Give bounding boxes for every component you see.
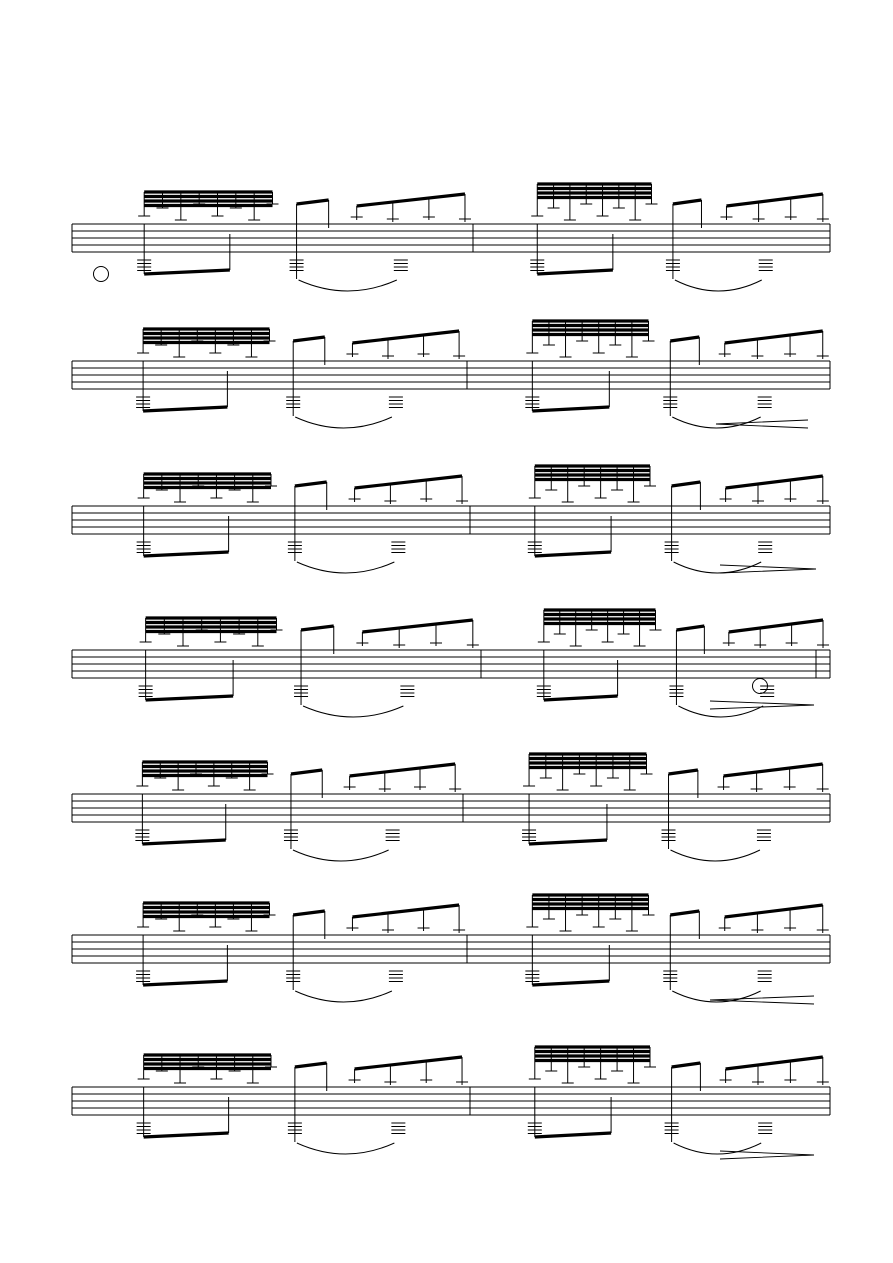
group-beam (726, 1057, 823, 1069)
slur (303, 706, 403, 717)
staff-system-3 (72, 466, 830, 573)
eighth-beam (672, 482, 701, 486)
bass-beam (144, 552, 229, 556)
bass-beam (143, 981, 227, 985)
group-beam (362, 620, 472, 632)
eighth-beam (293, 337, 325, 341)
circled-mark (94, 267, 109, 282)
group-beam (352, 331, 459, 343)
bass-beam (535, 552, 611, 556)
staff-system-6 (72, 895, 830, 1004)
group-beam (725, 331, 823, 343)
bass-beam (532, 407, 609, 411)
eighth-beam (295, 482, 327, 486)
group-beam (350, 764, 456, 776)
bass-beam (529, 840, 607, 844)
group-beam (725, 905, 823, 917)
staff-system-7 (72, 1047, 830, 1159)
group-beam (724, 764, 823, 776)
bass-beam (144, 1133, 229, 1137)
slur (293, 850, 389, 861)
eighth-beam (672, 1063, 701, 1067)
bass-beam (146, 696, 233, 700)
staff-system-5 (72, 754, 830, 861)
group-beam (726, 476, 823, 488)
bass-beam (532, 981, 609, 985)
bass-beam (142, 840, 225, 844)
eighth-beam (670, 911, 699, 915)
bass-beam (544, 696, 618, 700)
crescendo-hairpin (710, 996, 814, 1004)
slur (674, 562, 762, 573)
eighth-beam (669, 770, 698, 774)
bass-beam (143, 407, 227, 411)
group-beam (355, 1057, 462, 1069)
slur (671, 850, 760, 861)
eighth-beam (293, 911, 325, 915)
slur (295, 417, 392, 428)
eighth-beam (295, 1063, 327, 1067)
eighth-beam (297, 200, 329, 204)
group-beam (352, 905, 459, 917)
slur (297, 1143, 394, 1154)
staff-system-2 (72, 321, 830, 428)
group-beam (355, 476, 462, 488)
slur (295, 991, 392, 1002)
group-beam (357, 194, 465, 206)
decrescendo-hairpin (710, 701, 814, 709)
score-systems (72, 184, 830, 1159)
eighth-beam (670, 337, 699, 341)
staff-system-4 (72, 610, 830, 717)
slur (675, 280, 762, 291)
eighth-beam (291, 770, 322, 774)
group-beam (729, 620, 823, 632)
group-beam (726, 194, 822, 206)
bass-beam (537, 270, 613, 274)
eighth-beam (673, 200, 702, 204)
bass-beam (535, 1133, 611, 1137)
slur (299, 280, 397, 291)
staff-system-1 (72, 184, 830, 291)
eighth-beam (676, 626, 704, 630)
eighth-beam (301, 626, 334, 630)
bass-beam (144, 270, 230, 274)
slur (297, 562, 394, 573)
